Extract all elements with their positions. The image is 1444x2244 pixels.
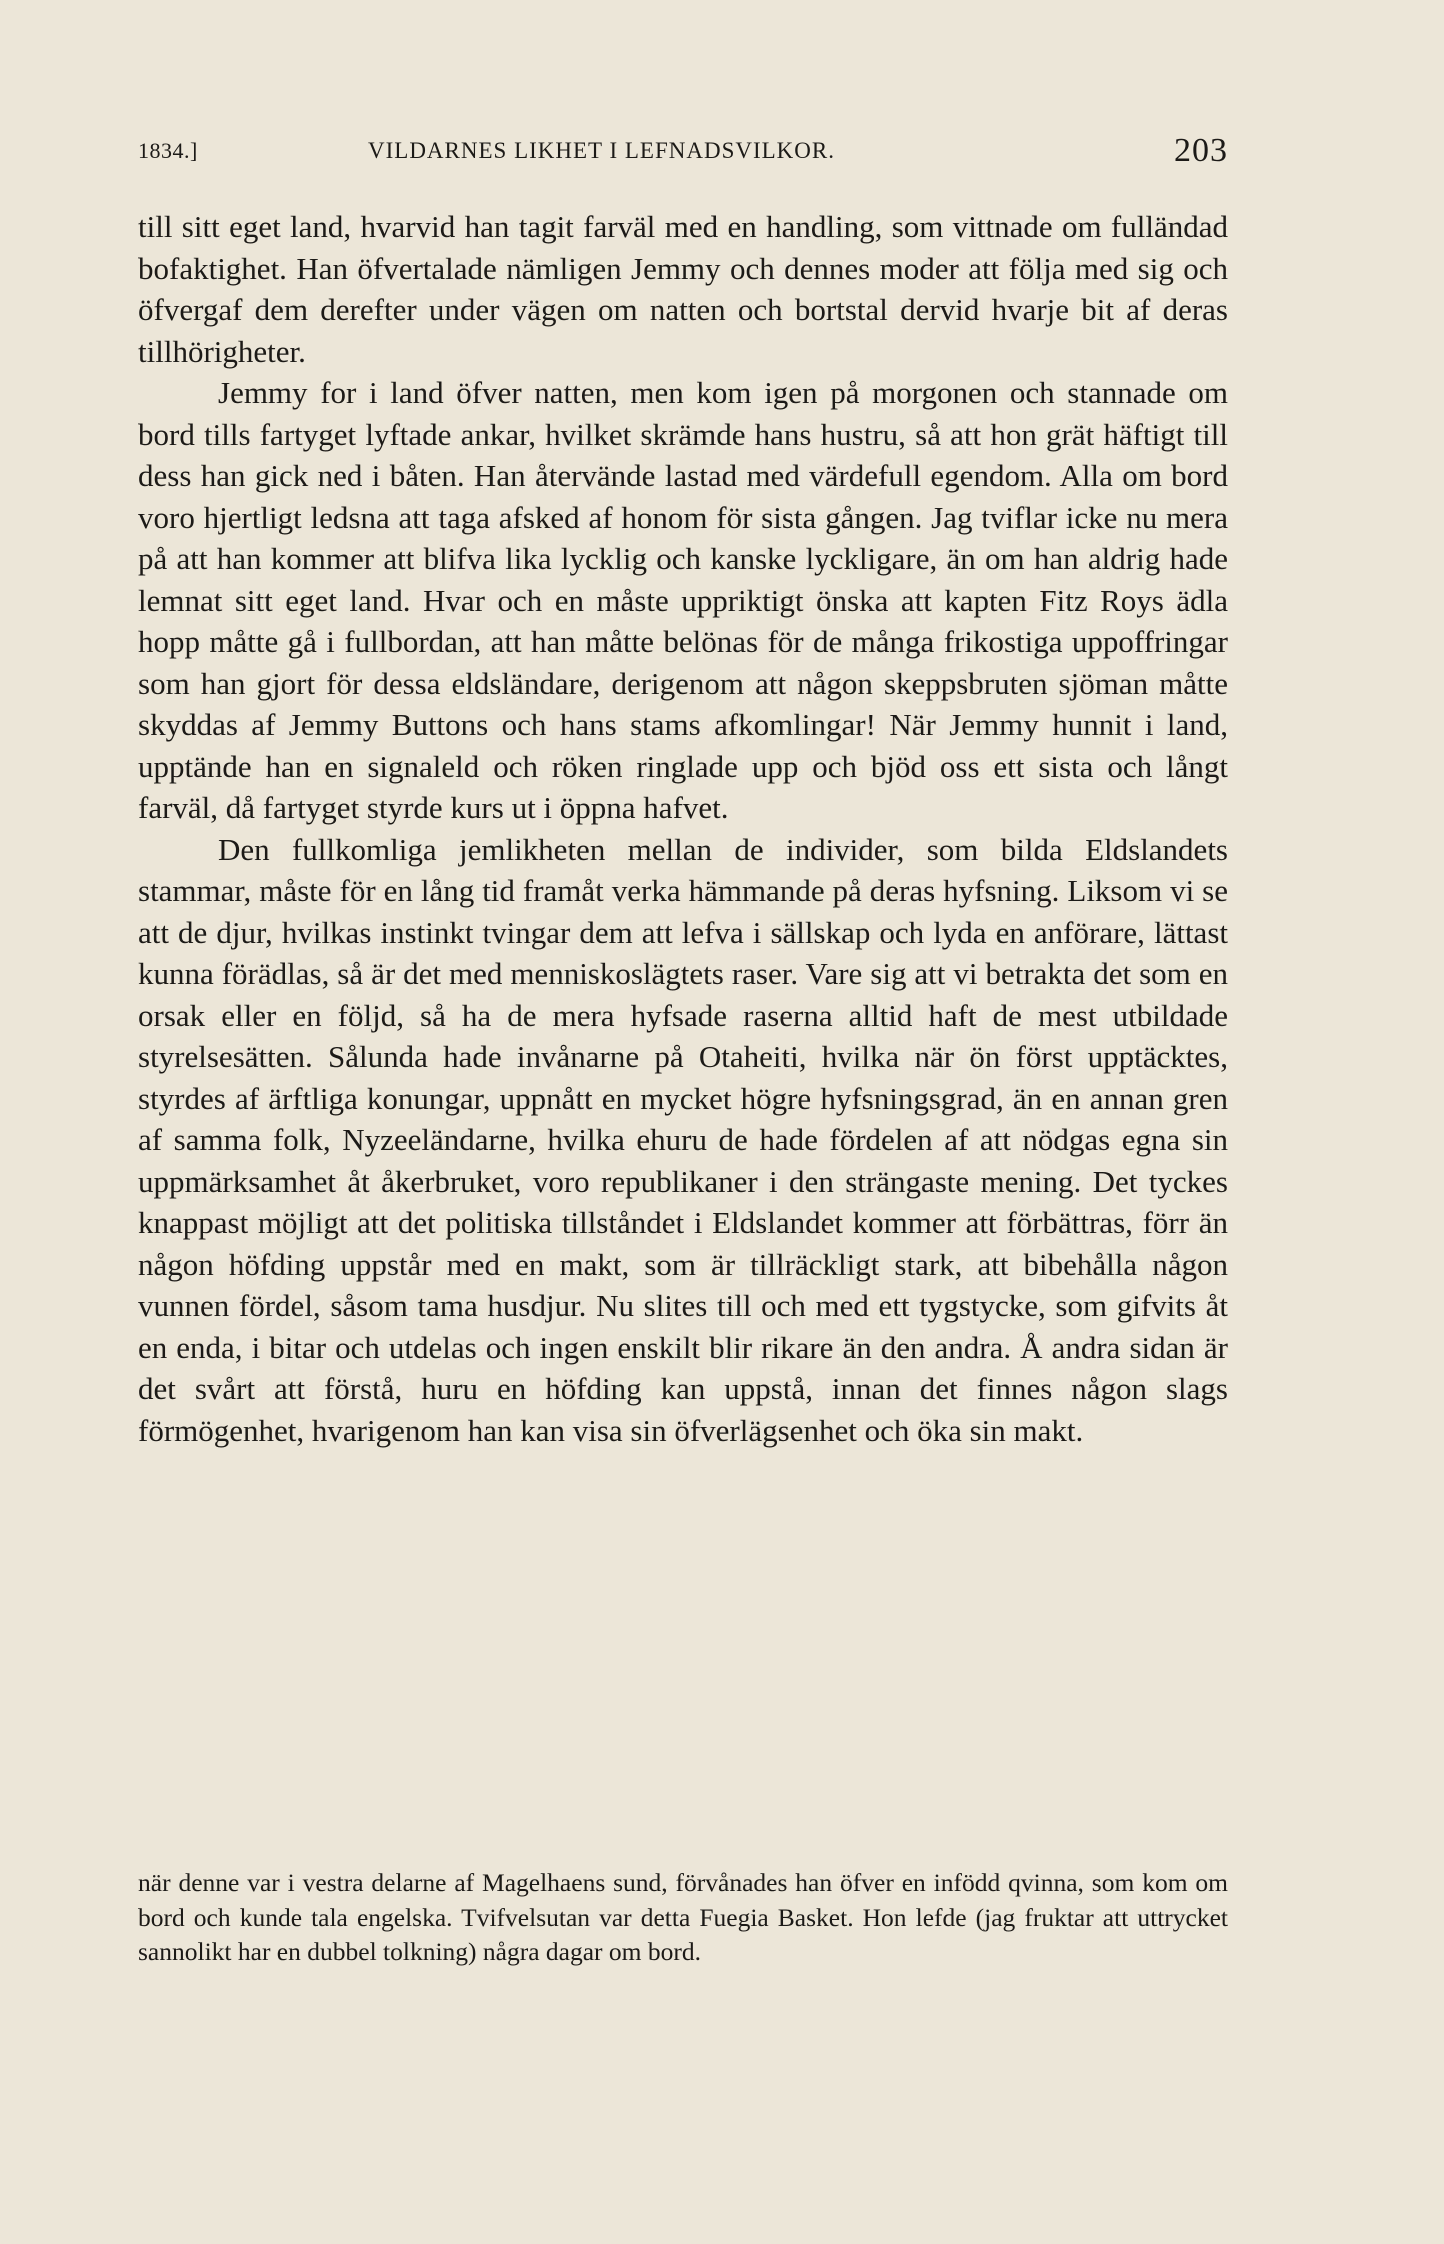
paragraph: Jemmy for i land öfver natten, men kom igen på morgonen och stannade om bord tills fartyget lyftade ankar, hvilket skrämde hans hustru, så att hon grät häftigt till dess han gick ned i båten. Han återvände lastad med värdefull egendom. Alla om bord voro hjertligt ledsna att taga afsked af honom för sista gången. Jag tviflar icke nu mera på att han kommer att blifva lika lycklig och kanske lyckligare, än om han aldrig hade lemnat sitt eget land. Hvar och en måste uppriktigt önska att kapten Fitz Roys ädla hopp måtte gå i fullbordan, att han måtte belönas för de många frikostiga uppoffringar som han gjort för dessa eldsländare, derigenom att någon skeppsbruten sjöman måtte skyddas af Jemmy Buttons och hans stams afkomlingar! När Jemmy hunnit i land, upptände han en signaleld och röken ringlade upp och bjöd oss ett sista och långt farväl, då fartyget styrde kurs ut i öppna hafvet. (138, 375, 1228, 825)
page-number: 203 (1174, 132, 1228, 169)
paragraph: Den fullkomliga jemlikheten mellan de individer, som bilda Eldslandets stammar, måste för en lång tid framåt verka hämmande på deras hyfsning. Liksom vi se att de djur, hvilkas instinkt tvingar dem att lefva i sällskap och lyda en anförare, lättast kunna förädlas, så är det med menniskoslägtets raser. Vare sig att vi betrakta det som en orsak eller en följd, så ha de mera hyfsade raserna alltid haft de mest utbildade styrelsesätten. Sålunda hade invånarne på Otaheiti, hvilka när ön först upptäcktes, styrdes af ärftliga konungar, uppnått en mycket högre hyfsningsgrad, än en annan gren af samma folk, Nyzeeländarne, hvilka ehuru de hade fördelen af att nödgas egna sin uppmärksamhet åt åkerbruket, voro republikaner i den strängaste mening. Det tyckes knappast möjligt att det politiska tillståndet i Eldslandet kommer att förbättras, förr än någon höfding uppstår med en makt, som är tillräckligt stark, att bibehålla någon vunnen fördel, såsom tama husdjur. Nu slites till och med ett tygstycke, som gifvits åt en enda, i bitar och utdelas och ingen enskilt blir rikare än den andra. Å andra sidan är det svårt att förstå, huru en höfding kan uppstå, innan det finnes någon slags förmögenhet, hvarigenom han kan visa sin öfverlägsenhet och öka sin makt. (138, 831, 1228, 1448)
header-year: 1834.] (138, 138, 198, 163)
paragraph-continuation: till sitt eget land, hvarvid han tagit farväl med en handling, som vittnade om fulländad bofaktighet. Han öfvertalade nämligen Jemmy och dennes moder att följa med sig och öfvergaf dem derefter under vägen om natten och bortstal dervid hvarje bit af deras tillhörigheter. (138, 209, 1228, 369)
body-text (138, 206, 1228, 1451)
footnote-text: när denne var i vestra delarne af Magelhaens sund, förvånades han öfver en infödd qvinna, som kom om bord och kunde tala engelska. Tvifvelsutan var detta Fuegia Basket. Hon lefde (jag fruktar att uttrycket sannolikt har en dubbel tolkning) några dagar om bord. (138, 1868, 1228, 1966)
running-header (138, 132, 1228, 172)
footnote (138, 1866, 1228, 1970)
running-title: VILDARNES LIKHET I LEFNADSVILKOR. (368, 138, 835, 163)
